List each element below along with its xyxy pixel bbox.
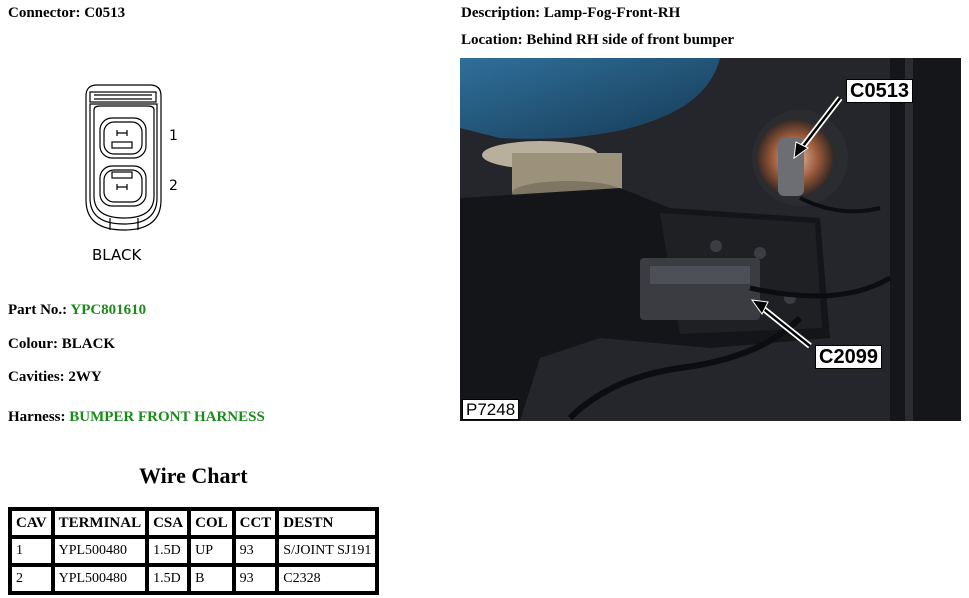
cell-col: UP bbox=[189, 537, 234, 565]
cell-cct: 93 bbox=[234, 565, 278, 593]
harness-link[interactable]: BUMPER FRONT HARNESS bbox=[69, 409, 265, 425]
connector-outline-icon bbox=[72, 80, 192, 270]
wire-chart-title: Wire Chart bbox=[139, 463, 248, 488]
header-cct: CCT bbox=[234, 509, 278, 537]
cavities-value: 2WY bbox=[68, 369, 102, 385]
location-row bbox=[461, 32, 734, 49]
connector-color-label: BLACK bbox=[92, 246, 142, 264]
callout-c0513: C0513 bbox=[846, 79, 913, 103]
part-number-link[interactable]: YPC801610 bbox=[70, 302, 147, 318]
location-photo bbox=[460, 58, 961, 421]
connector-label: Connector: bbox=[8, 5, 81, 21]
cell-terminal: YPL500480 bbox=[53, 537, 148, 565]
pin-label-1: 1 bbox=[169, 128, 178, 144]
photo-ref: P7248 bbox=[462, 399, 519, 420]
cell-cct: 93 bbox=[234, 537, 278, 565]
cell-cav: 2 bbox=[10, 565, 53, 593]
cavities-label: Cavities: bbox=[8, 369, 65, 385]
connector-heading bbox=[8, 5, 125, 22]
wire-chart-table bbox=[8, 507, 379, 595]
description-row bbox=[461, 5, 680, 22]
wire-chart-header-row bbox=[10, 509, 377, 537]
harness-label: Harness: bbox=[8, 409, 66, 425]
location-photo-illustration bbox=[460, 58, 961, 421]
description-value: Lamp-Fog-Front-RH bbox=[543, 5, 681, 21]
connector-value: C0513 bbox=[84, 5, 126, 21]
colour-value: BLACK bbox=[61, 336, 116, 352]
header-destn: DESTN bbox=[277, 509, 377, 537]
location-value: Behind RH side of front bumper bbox=[526, 32, 735, 48]
connector-diagram bbox=[72, 80, 192, 270]
location-label: Location: bbox=[461, 32, 523, 48]
cavities-row bbox=[8, 369, 102, 386]
header-csa: CSA bbox=[147, 509, 189, 537]
cell-destn: S/JOINT SJ191 bbox=[277, 537, 377, 565]
colour-label: Colour: bbox=[8, 336, 58, 352]
table-row bbox=[10, 537, 377, 565]
callout-c2099: C2099 bbox=[815, 345, 882, 369]
part-number-row bbox=[8, 302, 146, 319]
part-number-label: Part No.: bbox=[8, 302, 68, 318]
pin-label-2: 2 bbox=[169, 178, 178, 194]
cell-csa: 1.5D bbox=[147, 565, 189, 593]
header-terminal: TERMINAL bbox=[53, 509, 148, 537]
description-label: Description: bbox=[461, 5, 541, 21]
cell-destn: C2328 bbox=[277, 565, 377, 593]
header-cav: CAV bbox=[10, 509, 53, 537]
header-col: COL bbox=[189, 509, 234, 537]
harness-row bbox=[8, 409, 265, 426]
cell-col: B bbox=[189, 565, 234, 593]
cell-terminal: YPL500480 bbox=[53, 565, 148, 593]
cell-cav: 1 bbox=[10, 537, 53, 565]
table-row bbox=[10, 565, 377, 593]
colour-row bbox=[8, 336, 115, 353]
cell-csa: 1.5D bbox=[147, 537, 189, 565]
